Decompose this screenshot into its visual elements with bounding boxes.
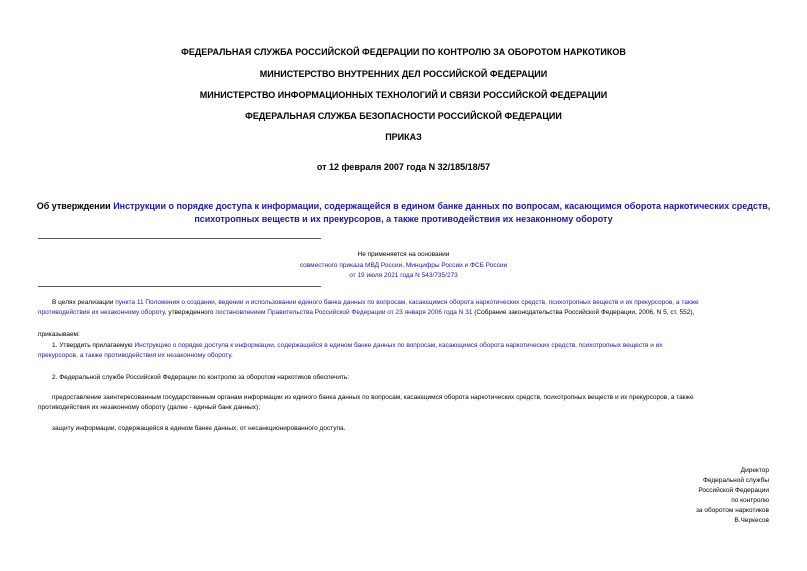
issuer-mvd: МИНИСТЕРСТВО ВНУТРЕННИХ ДЕЛ РОССИЙСКОЙ ФЕДЕРАЦИИ	[259, 69, 548, 79]
paragraph-preamble	[38, 298, 768, 318]
provision-line-1: предоставление заинтересованным государственным органам информации из единого банка данных по вопросам, касающимся оборота наркотических средств, психотропных веществ и их прекурсоров, а также	[52, 394, 694, 401]
government-decree-link[interactable]: постановлением Правительства Российской Федерации от 23 января 2006 года N 31	[215, 309, 473, 316]
notice-text: Не применяется на основании	[357, 251, 450, 258]
preamble-text-3: (Собрание законодательства Российской Федерации, 2006, N 5, ст. 552),	[472, 309, 695, 316]
signature-name: В.Черкесов	[734, 517, 769, 524]
issuer-fskn: ФЕДЕРАЛЬНАЯ СЛУЖБА РОССИЙСКОЙ ФЕДЕРАЦИИ ПО КОНТРОЛЮ ЗА ОБОРОТОМ НАРКОТИКОВ	[181, 47, 626, 57]
paragraph-provision	[38, 393, 768, 413]
notice-order-link[interactable]: совместного приказа МВД России, Минцифры России и ФСБ России	[299, 262, 508, 269]
signature-org-3: по контролю	[731, 497, 769, 504]
paragraph-protection: защиту информации, содержащейся в едином банке данных, от несанкционированного доступа.	[52, 425, 346, 432]
issuer-mininformsvyaz: МИНИСТЕРСТВО ИНФОРМАЦИОННЫХ ТЕХНОЛОГИЙ И СВЯЗИ РОССИЙСКОЙ ФЕДЕРАЦИИ	[199, 90, 608, 100]
item-1-text: 1. Утвердить прилагаемую	[52, 342, 135, 349]
document-date-number: от 12 февраля 2007 года N 32/185/18/57	[316, 162, 491, 172]
title-prefix: Об утверждении	[36, 201, 114, 211]
notice-order-link-date[interactable]: от 19 июля 2021 года N 543/735/273	[349, 272, 458, 279]
signature-org-1: Федеральной службы	[702, 477, 769, 484]
signature-position: Директор	[740, 467, 769, 474]
issuer-fsb: ФЕДЕРАЛЬНАЯ СЛУЖБА БЕЗОПАСНОСТИ РОССИЙСКОЙ ФЕДЕРАЦИИ	[245, 111, 562, 121]
document-title	[20, 200, 787, 226]
preamble-text: В целях реализации	[52, 299, 116, 306]
paragraph-item-2: 2. Федеральной службе Российской Федерации по контролю за оборотом наркотиков обеспечить:	[52, 374, 350, 381]
signature-org-2: Российской Федерации	[698, 487, 769, 494]
instruction-link[interactable]: Инструкцию о порядке доступа к информации, содержащейся в едином банке данных по вопросам, касающимся оборота наркотических средств, психотропных веществ и их	[134, 342, 663, 349]
document-type: ПРИКАЗ	[385, 132, 422, 142]
divider-bottom	[38, 286, 321, 287]
title-instruction-link[interactable]: Инструкции о порядке доступа к информации, содержащейся в едином банке данных по вопросам, касающимся оборота наркотических средств,	[113, 201, 771, 211]
clause-11-link-cont[interactable]: противодействия их незаконному обороту	[38, 309, 165, 316]
clause-11-link[interactable]: пункта 11 Положения о создании, ведении и использовании единого банка данных по вопросам, касающимся оборота наркотических средств, психотропных веществ и их прекурсоров, а также	[115, 299, 699, 306]
paragraph-item-1	[38, 341, 768, 361]
title-instruction-link-cont[interactable]: психотропных веществ и их прекурсоров, а также противодействия их незаконному обороту	[194, 214, 613, 224]
signature-block	[609, 466, 769, 526]
paragraph-order-word: приказываем:	[38, 331, 80, 338]
item-1-end: .	[230, 352, 233, 359]
signature-org-4: за оборотом наркотиков	[695, 507, 769, 514]
preamble-text-2: , утвержденного	[164, 309, 216, 316]
instruction-link-cont[interactable]: прекурсоров, а также противодействия их незаконному обороту	[38, 352, 231, 359]
provision-line-2: противодействия их незаконному обороту (далее - единый банк данных);	[38, 404, 261, 411]
divider-top	[38, 238, 321, 239]
